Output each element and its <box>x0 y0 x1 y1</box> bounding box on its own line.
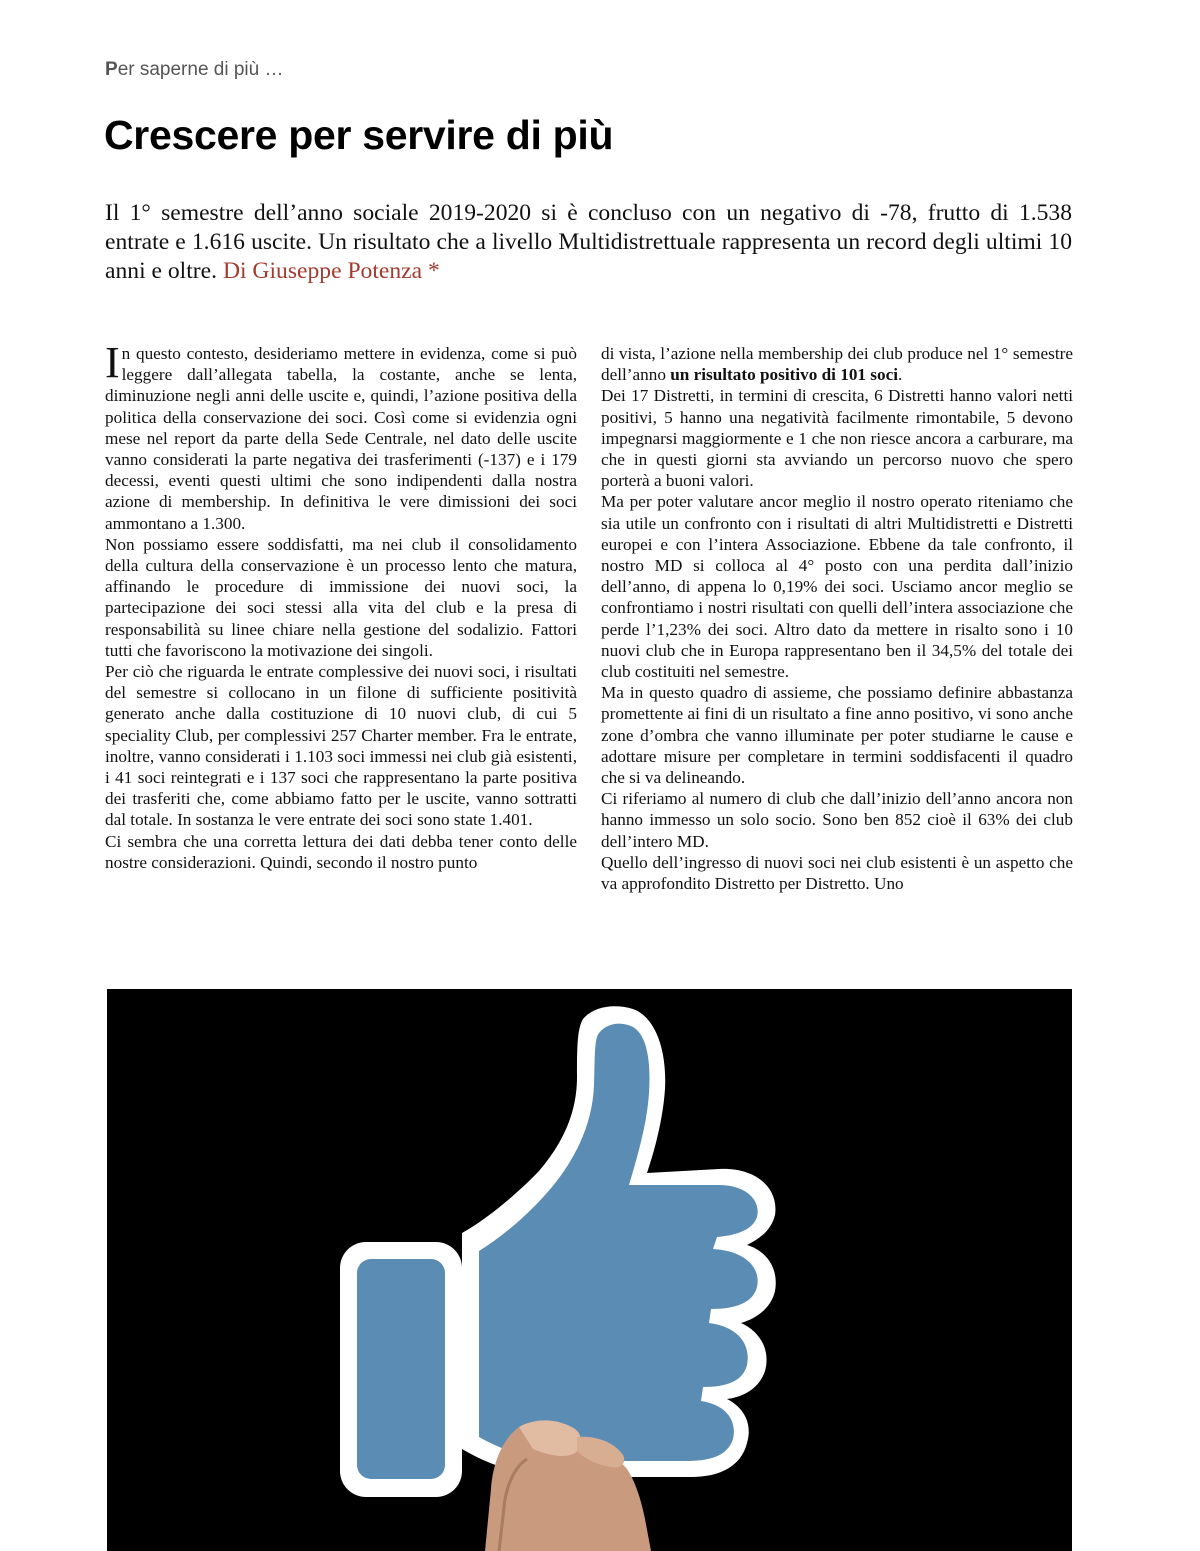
paragraph <box>601 343 1073 385</box>
paragraph: Dei 17 Distretti, in termini di crescita, 6 Distretti hanno valori netti positivi, 5 hanno una negatività facilmente rimontabile, 5 devono impegnarsi maggiormente e 1 che non riesce ancora a carburare, ma che in questi giorni sta avviando un percorso nuovo che spero porterà a buoni valori. <box>601 386 1073 491</box>
right-column <box>601 343 1073 894</box>
paragraph: Non possiamo essere soddisfatti, ma nei club il consolidamento della cultura della conservazione è un processo lento che matura, affinando le procedure di immissione dei nuovi soci, la partecipazione dei soci stessi alla vita del club e la presa di responsabilità su linee chiare nella gestione del sodalizio. Fattori tutti che favoriscono la motivazione dei singoli. <box>105 534 577 660</box>
author-byline: Di Giuseppe Potenza * <box>222 258 440 284</box>
kicker-text: er saperne di più … <box>117 59 284 80</box>
paragraph-text: di vista, l’azione nella membership dei club produce nel 1° semestre dell’anno <box>601 344 1073 385</box>
lead-text: Il 1° semestre dell’anno sociale 2019-2020 si è concluso con un negativo di -78, frutto di 1.538 entrate e 1.616 uscite. Un risultato che a livello Multidistrettuale rappresenta un record degli ultimi 10 anni e oltre. <box>105 200 1072 284</box>
paragraph: Per ciò che riguarda le entrate complessive dei nuovi soci, i risultati del semestre si collocano in un filone di sufficiente positività generato anche dalla costituzione di 10 nuovi club, di cui 5 speciality Club, per complessivi 257 Charter member. Fra le entrate, inoltre, vanno considerati i 1.103 soci immessi nei club già esistenti, i 41 soci reintegrati e i 137 soci che rappresentano la parte positiva dei trasferiti che, come abbiamo fatto per le uscite, vanno sottratti dal totale. In sostanza le vere entrate dei soci sono state 1.401. <box>105 662 577 830</box>
left-column <box>105 338 577 873</box>
drop-cap: I <box>105 338 120 387</box>
paragraph: Ma per poter valutare ancor meglio il nostro operato riteniamo che sia utile un confronto con i risultati di altri Multidistretti e Distretti europei e con l’intera Associazione. Ebbene da tale confronto, il nostro MD si colloca al 4° posto con una perdita dall’inizio dell’anno, di appena lo 0,19% dei soci. Usciamo ancor meglio se confrontiamo i nostri risultati con quelli dell’intera associazione che perde l’1,23% dei soci. Altro dato da mettere in risalto sono i 10 nuovi club che in Europa rappresentano ben il 34,5% del totale dei club costituiti nel semestre. <box>601 492 1073 682</box>
paragraph-end: . <box>898 365 903 385</box>
thumbs-up-icon <box>107 989 1072 1551</box>
paragraph: Ci sembra che una corretta lettura dei dati debba tener conto delle nostre considerazioni. Quindi, secondo il nostro punto <box>105 831 577 872</box>
article-title: Crescere per servire di più <box>104 112 614 158</box>
paragraph: Ci riferiamo al numero di club che dall’inizio dell’anno ancora non hanno immesso un solo socio. Sono ben 852 cioè il 63% dei club dell’intero MD. <box>601 789 1073 851</box>
highlight-text: un risultato positivo di 101 soci <box>670 365 898 385</box>
paragraph: Ma in questo quadro di assieme, che possiamo definire abbastanza promettente ai fini di un risultato a fine anno positivo, vi sono anche zone d’ombra che vanno illuminate per poter studiarne le cause e adottare misure per completare in termini soddisfacenti il quadro che si va delineando. <box>601 683 1073 788</box>
article-lead <box>105 199 1072 286</box>
paragraph <box>105 338 577 534</box>
kicker-initial: P <box>105 59 118 80</box>
paragraph-text: n questo contesto, desideriamo mettere in evidenza, come si può leggere dall’allegata tabella, la costante, anche se lenta, diminuzione negli anni delle uscite e, quindi, l’azione positiva della politica della conservazione dei soci. Così come si evidenzia ogni mese nel report da parte della Sede Centrale, nel dato delle uscite vanno considerati la parte negativa dei trasferimenti (-137) e i 179 decessi, eventi questi ultimi che sono indipendenti dalla nostra azione di membership. In definitiva le vere dimissioni dei soci ammontano a 1.300. <box>105 344 577 533</box>
section-kicker <box>105 59 284 81</box>
article-photo <box>107 989 1072 1551</box>
paragraph: Quello dell’ingresso di nuovi soci nei club esistenti è un aspetto che va approfondito Distretto per Distretto. Uno <box>601 852 1073 894</box>
